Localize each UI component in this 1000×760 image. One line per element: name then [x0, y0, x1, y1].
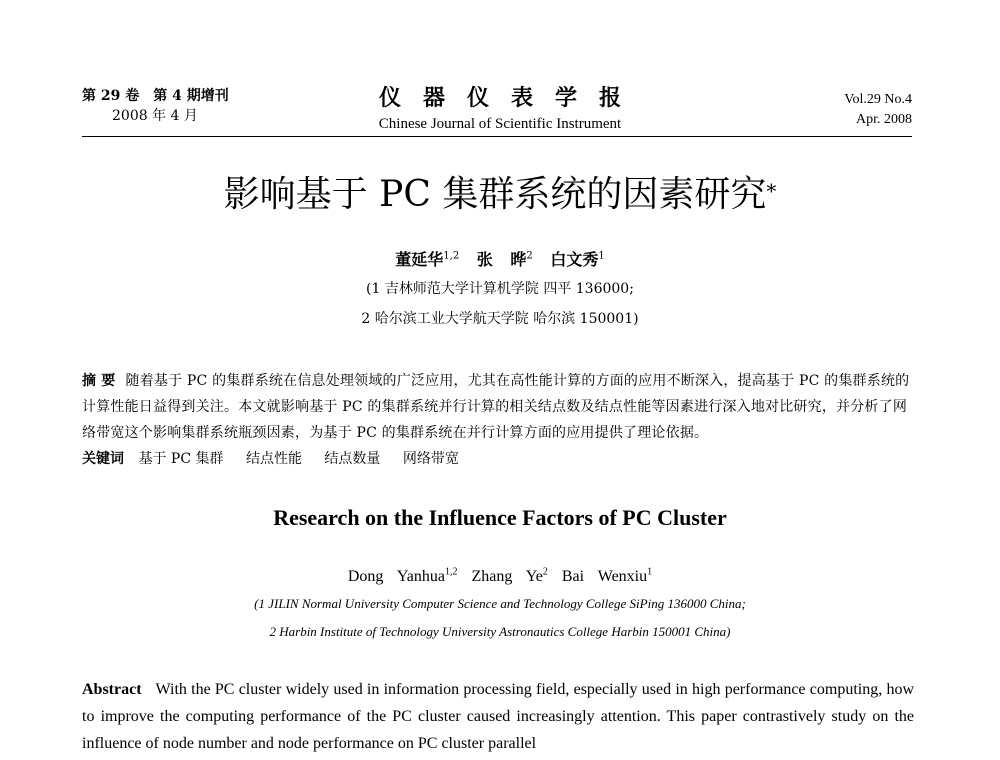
author-en: Zhang Ye$^2$: [471, 567, 548, 586]
date-cn: 2008 年 4 月: [112, 108, 198, 124]
abstract-en-label: Abstract: [82, 681, 142, 698]
journal-name-cn: 仪器仪表学报: [378, 85, 643, 111]
abstract-en-text: With the PC cluster widely used in information processing field, especially used in high performance computing, how to improve the computing performance of the PC cluster caused increasingly attention. This paper contrastively study on the influence of node number and node performance on PC cluster parallel: [82, 681, 914, 752]
journal-name-en: Chinese Journal of Scientific Instrument: [378, 116, 622, 132]
keywords-cn: [82, 446, 914, 472]
keyword-cn: 结点数量: [324, 451, 381, 467]
authors-en: [0, 562, 1000, 588]
abstract-cn-text: 随着基于 PC 的集群系统在信息处理领域的广泛应用，尤其在高性能计算的方面的应用不断深入，提高基于 PC 的集群系统的计算性能日益得到关注。本文就影响基于 PC 的集群系统并行计算的相关结点数及结点性能等因素进行深入地对比研究，并分析了网络带宽这个影响集群系统瓶颈因素，为基于 PC 的集群系统在并行计算方面的应用提供了理论依据。: [82, 373, 910, 441]
volume-issue-cn: 第 29 卷 第 4 期增刊: [82, 88, 229, 104]
keywords-cn-label: 关键词: [82, 451, 124, 467]
author-cn: 张 晔$^2$: [476, 250, 533, 270]
title-footnote-mark: *: [766, 179, 777, 203]
keyword-cn: 网络带宽: [402, 451, 459, 467]
affiliation-en-2: 2 Harbin Institute of Technology University Astronautics College Harbin 150001 China): [269, 624, 731, 639]
author-cn: 董延华$^{1,2}$: [395, 250, 460, 270]
date-en: Apr. 2008: [856, 112, 912, 127]
volume-issue-en: Vol.29 No.4: [844, 92, 912, 107]
header-rule: [82, 136, 912, 137]
authors-cn: [0, 246, 1000, 271]
paper-title-en: Research on the Influence Factors of PC Cluster: [273, 505, 727, 530]
affiliation-en-1: (1 JILIN Normal University Computer Science and Technology College SiPing 136000 China;: [254, 596, 746, 611]
abstract-en: [82, 676, 914, 757]
journal-name: [300, 84, 700, 134]
keyword-cn: 基于 PC 集群: [138, 451, 224, 467]
keyword-cn: 结点性能: [245, 451, 302, 467]
author-en: Bai Wenxiu$^1$: [561, 567, 653, 586]
abstract-cn-label: 摘 要: [82, 373, 116, 389]
author-cn: 白文秀$^1$: [550, 250, 605, 270]
affiliation-cn-2: 2 哈尔滨工业大学航天学院 哈尔滨 150001): [361, 311, 639, 327]
affiliation-cn-1: (1 吉林师范大学计算机学院 四平 136000;: [366, 281, 634, 297]
abstract-cn: [82, 368, 914, 446]
paper-title-cn: [0, 172, 1000, 218]
paper-title-cn-text: 影响基于 PC 集群系统的因素研究: [223, 174, 767, 215]
journal-issue-info-en: [760, 90, 912, 130]
journal-issue-info-cn: [82, 86, 282, 126]
author-en: Dong Yanhua$^{1,2}$: [347, 567, 458, 586]
